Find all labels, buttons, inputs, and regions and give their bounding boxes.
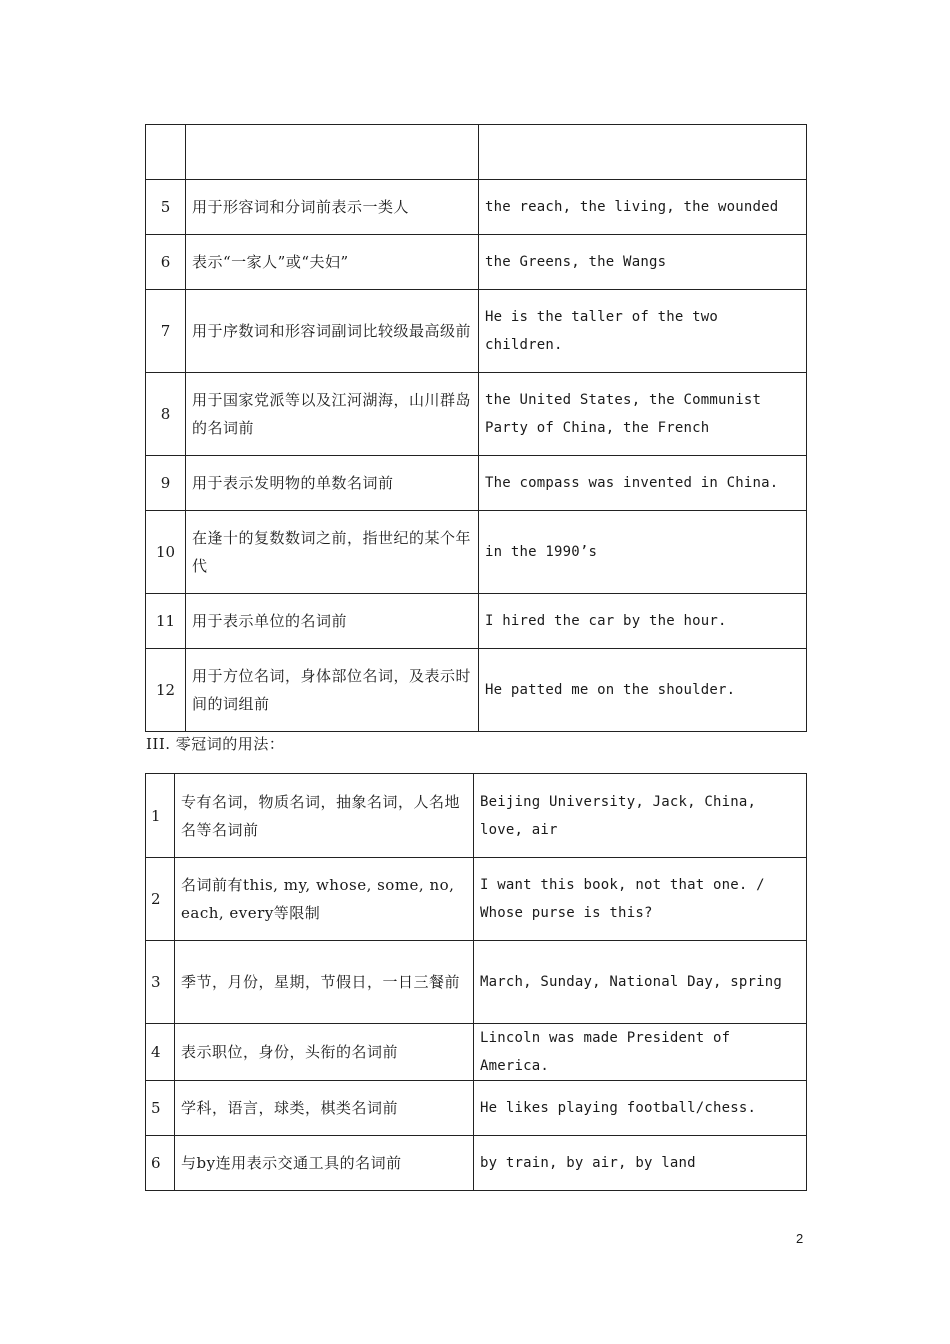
row-number: 11 — [146, 594, 186, 649]
example-cell: He is the taller of the two children. — [479, 290, 807, 373]
usage-cell: 专有名词，物质名词，抽象名词，人名地名等名词前 — [175, 774, 474, 858]
example-cell: the reach, the living, the wounded — [479, 180, 807, 235]
zero-article-table — [145, 773, 807, 1191]
table-row — [146, 511, 807, 594]
section-heading: III. 零冠词的用法： — [146, 735, 285, 753]
example-cell: I hired the car by the hour. — [479, 594, 807, 649]
row-number: 8 — [146, 373, 186, 456]
definite-article-table — [145, 124, 807, 732]
page-number: 2 — [796, 1231, 804, 1246]
example-cell: Beijing University, Jack, China, love, air — [474, 774, 807, 858]
example-cell: He patted me on the shoulder. — [479, 649, 807, 732]
usage-cell: 用于表示发明物的单数名词前 — [186, 456, 479, 511]
table-row — [146, 941, 807, 1024]
usage-cell: 学科，语言，球类，棋类名词前 — [175, 1081, 474, 1136]
table-row — [146, 594, 807, 649]
usage-cell: 表示“一家人”或“夫妇” — [186, 235, 479, 290]
row-number: 9 — [146, 456, 186, 511]
usage-cell: 名词前有this, my, whose, some, no, each, every等限制 — [175, 858, 474, 941]
table-row — [146, 774, 807, 858]
usage-cell: 用于形容词和分词前表示一类人 — [186, 180, 479, 235]
example-cell: I want this book, not that one. / Whose purse is this? — [474, 858, 807, 941]
table-row — [146, 1024, 807, 1081]
row-number: 2 — [146, 858, 175, 941]
table-row — [146, 235, 807, 290]
row-number: 4 — [146, 1024, 175, 1081]
example-cell: the United States, the Communist Party of China, the French — [479, 373, 807, 456]
row-number: 1 — [146, 774, 175, 858]
row-number: 5 — [146, 180, 186, 235]
table-row — [146, 180, 807, 235]
row-number: 3 — [146, 941, 175, 1024]
example-cell: Lincoln was made President of America. — [474, 1024, 807, 1081]
example-cell: the Greens, the Wangs — [479, 235, 807, 290]
row-number: 6 — [146, 1136, 175, 1191]
usage-cell: 用于方位名词，身体部位名词，及表示时间的词组前 — [186, 649, 479, 732]
example-cell: He likes playing football/chess. — [474, 1081, 807, 1136]
row-number: 10 — [146, 511, 186, 594]
usage-cell: 用于表示单位的名词前 — [186, 594, 479, 649]
table-row — [146, 858, 807, 941]
usage-cell: 表示职位，身份，头衔的名词前 — [175, 1024, 474, 1081]
example-cell: March, Sunday, National Day, spring — [474, 941, 807, 1024]
row-number: 7 — [146, 290, 186, 373]
usage-cell: 与by连用表示交通工具的名词前 — [175, 1136, 474, 1191]
table-row — [146, 1081, 807, 1136]
table-row — [146, 649, 807, 732]
usage-cell: 季节，月份，星期，节假日，一日三餐前 — [175, 941, 474, 1024]
table-row — [146, 1136, 807, 1191]
row-number: 12 — [146, 649, 186, 732]
usage-cell: 在逢十的复数数词之前，指世纪的某个年代 — [186, 511, 479, 594]
table-row — [146, 290, 807, 373]
example-cell: in the 1990’s — [479, 511, 807, 594]
table-row — [146, 125, 807, 180]
usage-cell: 用于序数词和形容词副词比较级最高级前 — [186, 290, 479, 373]
example-cell: The compass was invented in China. — [479, 456, 807, 511]
usage-cell — [186, 125, 479, 180]
example-cell: by train, by air, by land — [474, 1136, 807, 1191]
table-row — [146, 456, 807, 511]
usage-cell: 用于国家党派等以及江河湖海，山川群岛的名词前 — [186, 373, 479, 456]
example-cell — [479, 125, 807, 180]
row-number — [146, 125, 186, 180]
row-number: 6 — [146, 235, 186, 290]
row-number: 5 — [146, 1081, 175, 1136]
table-row — [146, 373, 807, 456]
